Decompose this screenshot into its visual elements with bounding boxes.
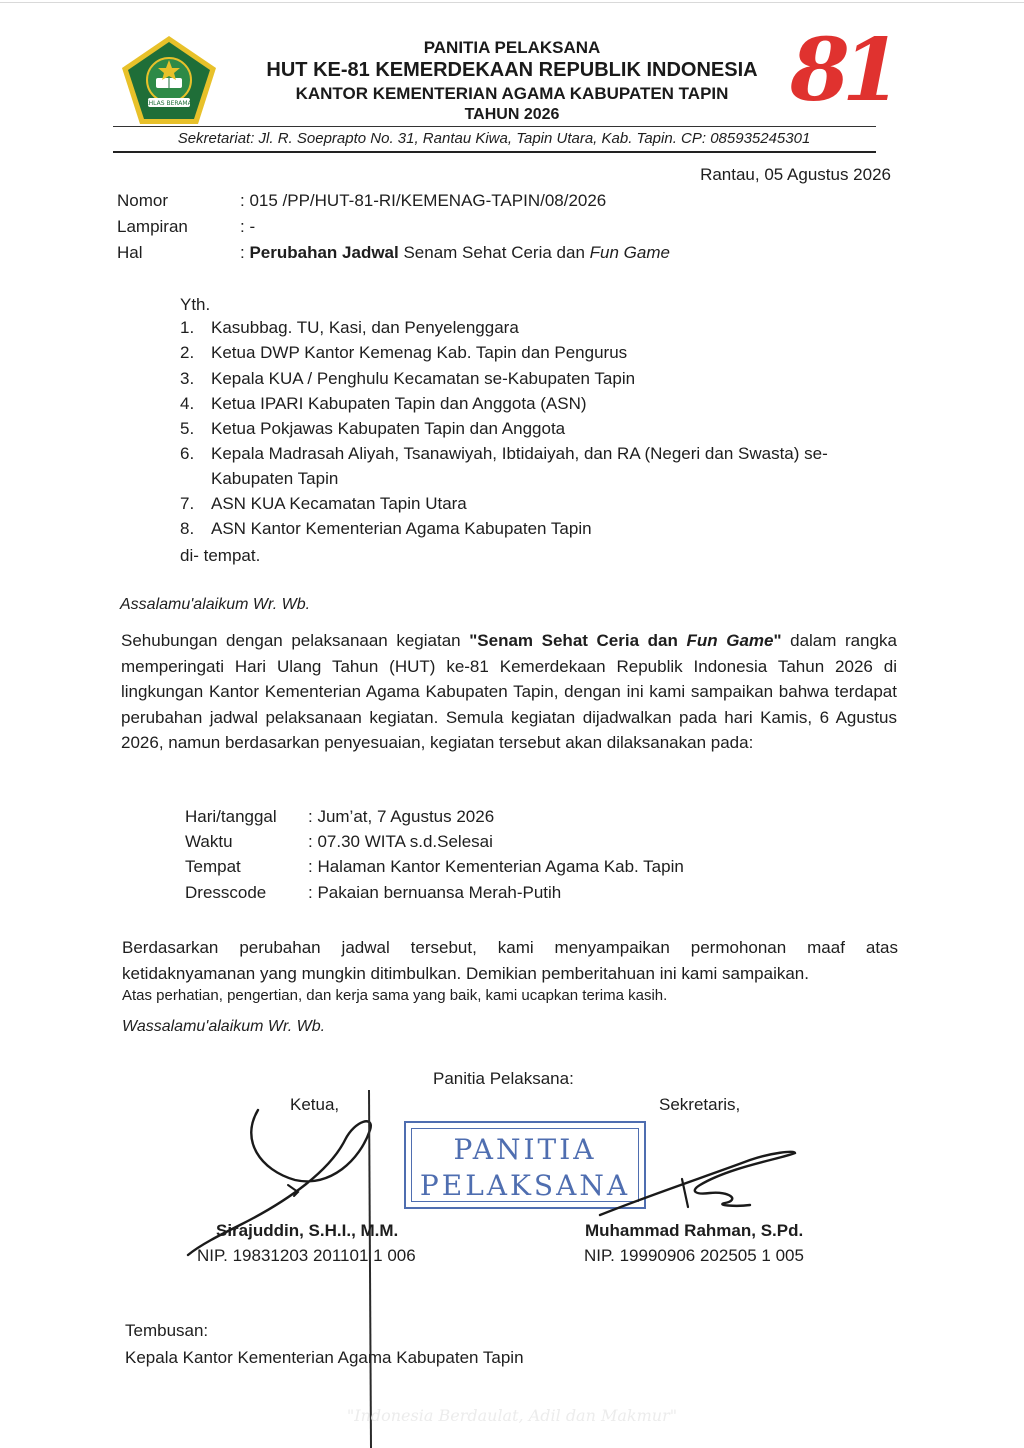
schedule-label: Waktu	[185, 832, 233, 851]
closing-greeting: Wassalamu'alaikum Wr. Wb.	[122, 1018, 326, 1035]
committee-label: Panitia Pelaksana:	[433, 1069, 574, 1088]
letterhead-line-3: KANTOR KEMENTERIAN AGAMA KABUPATEN TAPIN	[295, 84, 729, 103]
nomor-label: Nomor	[117, 191, 169, 210]
logo-motto: IKHLAS BERAMAL	[142, 100, 196, 107]
schedule-label: Tempat	[185, 857, 241, 876]
chair-nip: NIP. 19831203 201101 1 006	[197, 1246, 416, 1265]
di-tempat: di- tempat.	[180, 546, 261, 565]
greeting: Assalamu'alaikum Wr. Wb.	[120, 596, 311, 613]
letter-date: Rantau, 05 Agustus 2026	[700, 165, 891, 184]
schedule-value: : Halaman Kantor Kementerian Agama Kab. Tapin	[308, 857, 684, 876]
lampiran-label: Lampiran	[117, 217, 188, 236]
hal-prefix: :	[240, 243, 250, 262]
hal-mid: Senam Sehat Ceria dan	[398, 243, 590, 262]
chair-title: Ketua,	[290, 1095, 340, 1114]
letterhead-rule-bottom	[113, 151, 876, 153]
body-paragraph-1: Sehubungan dengan pelaksanaan kegiatan "Senam Sehat Ceria dan Fun Game" dalam rangka memperingati Hari Ulang Tahun (HUT) ke-81 Kemerdekaan Republik Indonesia Tahun 2026 di lingkungan Kantor Kementerian Agama Kabupaten Tapin, dengan ini kami sampaikan bahwa terdapat perubahan jadwal pelaksanaan kegiatan. Semula kegiatan dijadwalkan pada hari Kamis, 6 Agustus 2026, namun berdasarkan penyesuaian, kegiatan tersebut akan dilaksanakan pada:	[121, 631, 898, 752]
recipient-item-continuation: Kabupaten Tapin	[211, 469, 339, 488]
letterhead-line-2: HUT KE-81 KEMERDEKAAN REPUBLIK INDONESIA	[266, 59, 758, 81]
hut-81-emblem	[790, 20, 894, 121]
letterhead-line-4: TAHUN 2026	[464, 106, 560, 123]
hal-bold: Perubahan Jadwal	[249, 243, 399, 262]
cc-item: Kepala Kantor Kementerian Agama Kabupaten Tapin	[125, 1348, 524, 1367]
body-paragraph-3: Atas perhatian, pengertian, dan kerja sama yang baik, kami ucapkan terima kasih.	[122, 987, 668, 1004]
stamp-line-1: PANITIA	[453, 1133, 597, 1166]
letterhead-rule-top	[113, 126, 876, 127]
nomor-value: : 015 /PP/HUT-81-RI/KEMENAG-TAPIN/08/2026	[240, 191, 607, 210]
scan-edge-line	[0, 2, 1024, 3]
hal-label: Hal	[117, 243, 143, 262]
schedule-value: : 07.30 WITA s.d.Selesai	[308, 832, 493, 851]
secretary-title: Sekretaris,	[659, 1095, 741, 1114]
schedule-value: : Pakaian bernuansa Merah-Putih	[308, 883, 562, 902]
secretary-name: Muhammad Rahman, S.Pd.	[585, 1221, 804, 1240]
secretary-nip: NIP. 19990906 202505 1 005	[584, 1246, 804, 1265]
body-paragraph-2: Berdasarkan perubahan jadwal tersebut, kami menyampaikan permohonan maaf atas ketidaknyamanan yang mungkin ditimbulkan. Demikian pemberitahuan ini kami sampaikan.	[122, 938, 898, 983]
hut-81-number: 81	[790, 20, 894, 121]
secretary-signature	[590, 1145, 810, 1225]
hal-italic: Fun Game	[589, 243, 670, 262]
hal-value	[240, 243, 670, 263]
secretariat-address: Sekretariat: Jl. R. Soeprapto No. 31, Rantau Kiwa, Tapin Utara, Kab. Tapin. CP: 085935245301	[177, 130, 811, 147]
schedule-value: : Jum’at, 7 Agustus 2026	[308, 807, 495, 826]
chair-signature-line	[360, 1090, 380, 1448]
cc-label: Tembusan:	[125, 1321, 209, 1340]
schedule-label: Dresscode	[185, 883, 267, 902]
footer-watermark: "Indonesia Berdaulat, Adil dan Makmur"	[346, 1406, 678, 1425]
chair-name: Sirajuddin, S.H.I., M.M.	[216, 1221, 399, 1240]
stamp-line-2: PELAKSANA	[419, 1169, 631, 1202]
yth-label: Yth.	[180, 295, 211, 314]
schedule-label: Hari/tanggal	[185, 807, 277, 826]
lampiran-value: : -	[240, 217, 256, 236]
letterhead-line-1: PANITIA PELAKSANA	[423, 38, 601, 57]
